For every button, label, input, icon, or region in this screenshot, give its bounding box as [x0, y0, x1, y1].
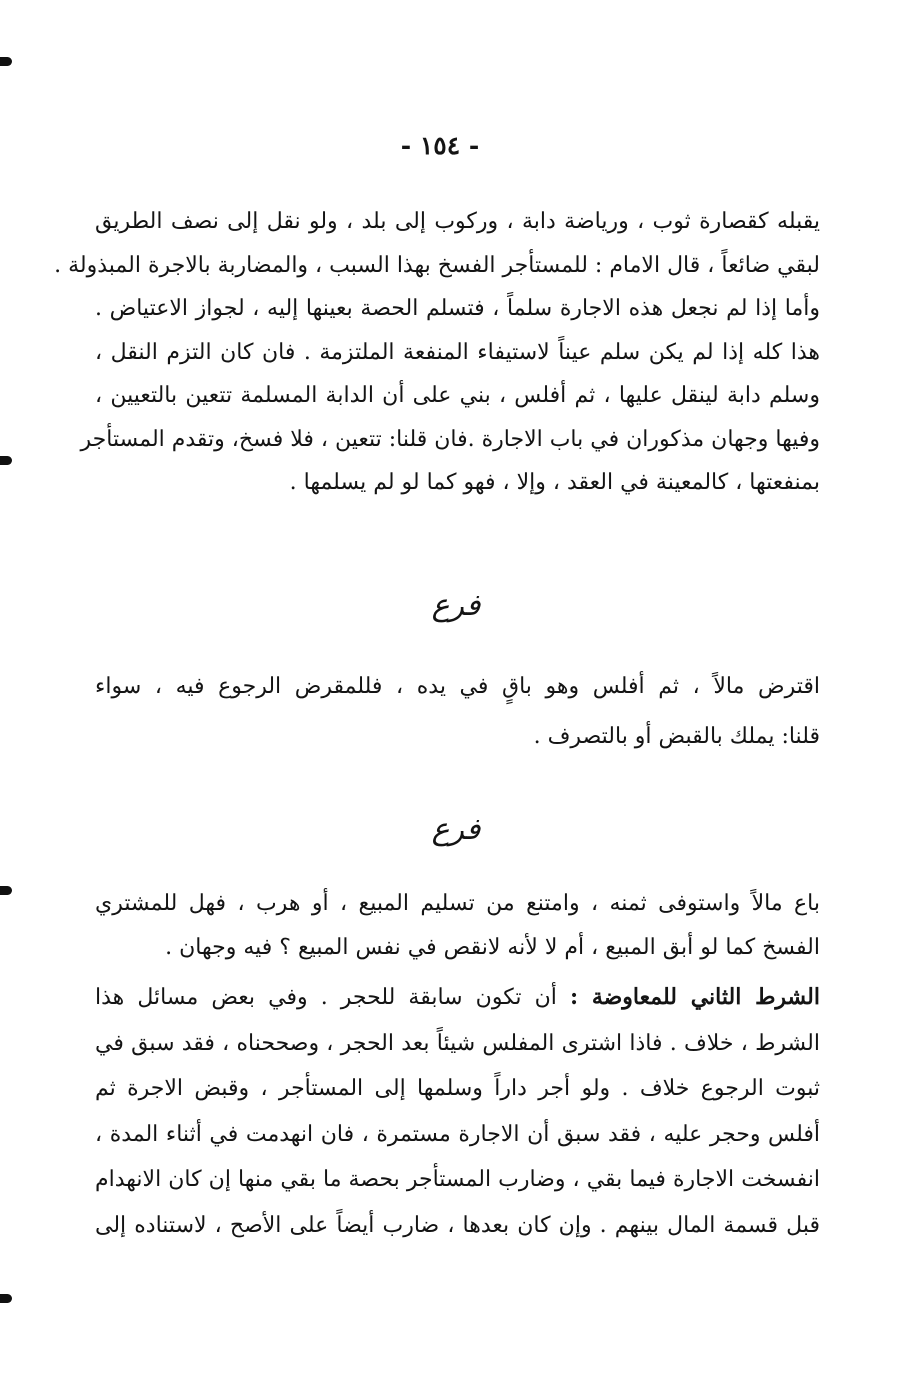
scan-edge-mark — [0, 886, 12, 895]
text-line: وفيها وجهان مذكوران في باب الاجارة .فان قلنا: تتعين ، فلا فسخ، وتقدم المستأجر — [80, 426, 820, 452]
text-line: لبقي ضائعاً ، قال الامام : للمستأجر الفسخ بهذا السبب ، والمضاربة بالاجرة المبذولة . — [54, 252, 820, 278]
section-heading: فرع — [431, 588, 481, 623]
text-line: باع مالاً واستوفى ثمنه ، وامتنع من تسليم المبيع ، أو هرب ، فهل للمشتري — [95, 891, 820, 916]
text-line: يقبله كقصارة ثوب ، ورياضة دابة ، وركوب إلى بلد ، ولو نقل إلى نصف الطريق — [95, 209, 820, 234]
text-line: الفسخ كما لو أبق المبيع ، أم لا لأنه لانقص في نفس المبيع ؟ فيه وجهان . — [165, 935, 820, 960]
text-line: وأما إذا لم نجعل هذه الاجارة سلماً ، فتسلم الحصة بعينها إليه ، لجواز الاعتياض . — [95, 296, 820, 321]
paragraph — [95, 662, 820, 762]
text-line: انفسخت الاجارة فيما بقي ، وضارب المستأجر بحصة ما بقي منها إن كان الانهدام — [95, 1167, 820, 1192]
scan-edge-mark — [0, 456, 12, 465]
page-number: - ١٥٤ - — [400, 131, 480, 160]
text-line: أفلس وحجر عليه ، فقد سبق أن الاجارة مستمرة ، فان انهدمت في أثناء المدة ، — [95, 1121, 820, 1147]
text-line: قبل قسمة المال بينهم . وإن كان بعدها ، ضارب أيضاً على الأصح ، لاستناده إلى — [95, 1212, 820, 1238]
text-line: قلنا: يملك بالقبض أو بالتصرف . — [533, 724, 820, 749]
scan-edge-mark — [0, 1294, 12, 1303]
text-line: هذا كله إذا لم يكن سلم عيناً لاستيفاء المنفعة الملتزمة . فان كان التزم النقل ، — [95, 339, 820, 365]
text-line: بمنفعتها ، كالمعينة في العقد ، وإلا ، فهو كما لو لم يسلمها . — [289, 470, 820, 495]
paragraph — [95, 975, 820, 1248]
text-line — [95, 975, 820, 1021]
text-line: الشرط ، خلاف . فاذا اشترى المفلس شيئاً بعد الحجر ، وصححناه ، فقد سبق في — [95, 1030, 820, 1056]
text-line: ثبوت الرجوع خلاف . ولو أجر داراً وسلمها إلى المستأجر ، وقبض الاجرة ثم — [95, 1076, 820, 1101]
text-line: وسلم دابة لينقل عليها ، ثم أفلس ، بني على أن الدابة المسلمة تتعين بالتعيين ، — [95, 383, 820, 408]
condition-heading: الشرط الثاني للمعاوضة : — [569, 984, 821, 1010]
paragraph — [54, 200, 820, 505]
text-run: أن تكون سابقة للحجر . وفي بعض مسائل هذا — [95, 985, 570, 1010]
scan-edge-mark — [0, 57, 12, 66]
text-line: اقترض مالاً ، ثم أفلس وهو باقٍ في يده ، فللمقرض الرجوع فيه ، سواء — [95, 674, 820, 699]
section-heading: فرع — [431, 812, 481, 847]
paragraph — [95, 882, 820, 970]
